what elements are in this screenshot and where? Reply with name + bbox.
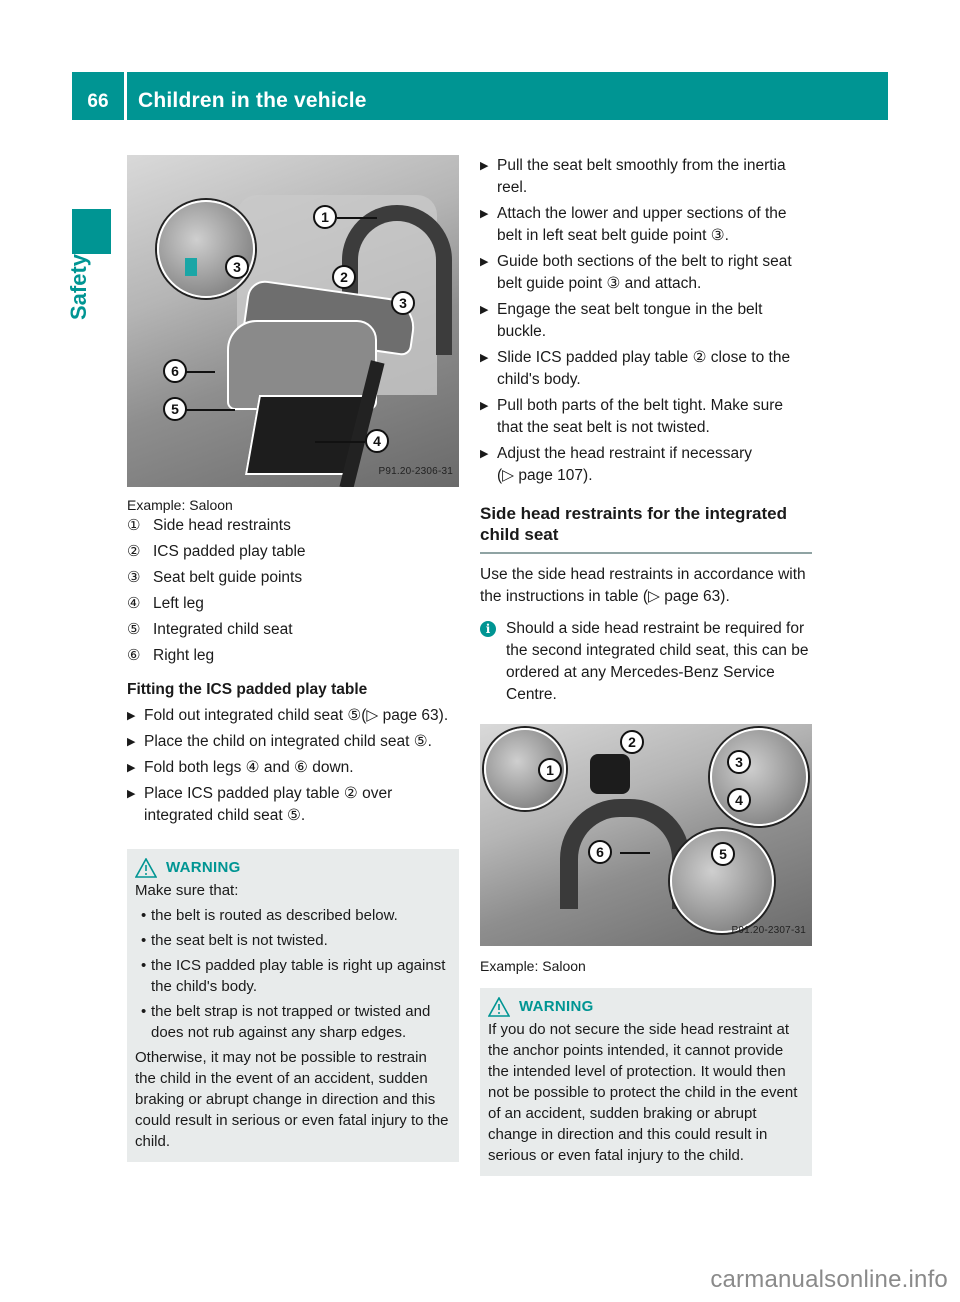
info-note: i Should a side head restraint be required for the second integrated child seat, this can be ordered at any Mercedes-Benz Service Centre. — [480, 618, 812, 706]
detail-inset — [157, 200, 255, 298]
section-tab-label: Safety — [66, 253, 91, 320]
callout-5: 5 — [711, 842, 735, 866]
figure-caption: Example: Saloon — [127, 497, 233, 513]
page-header — [72, 72, 888, 120]
instruction-step: ▶ Guide both sections of the belt to right seat belt guide point ③ and attach. — [480, 251, 812, 295]
down-arrow-icon — [185, 258, 197, 276]
callout-2: 2 — [620, 730, 644, 754]
instruction-step: ▶ Engage the seat belt tongue in the belt buckle. — [480, 299, 812, 343]
left-column — [127, 155, 459, 1162]
callout-1: 1 — [313, 205, 337, 229]
instruction-step: ▶ Adjust the head restraint if necessary (▷ page 107). — [480, 443, 812, 487]
step-arrow-icon: ▶ — [127, 762, 136, 774]
figure-caption: Example: Saloon — [480, 958, 586, 974]
instruction-step: ▶ Place the child on integrated child seat ⑤. — [127, 731, 459, 753]
instruction-step: ▶ Pull the seat belt smoothly from the inertia reel. — [480, 155, 812, 199]
step-arrow-icon: ▶ — [127, 710, 136, 722]
right-column — [480, 155, 812, 1176]
warning-bullet: • the ICS padded play table is right up against the child's body. — [141, 957, 446, 995]
bullet-icon: • — [141, 907, 147, 924]
step-arrow-icon: ▶ — [127, 736, 136, 748]
instruction-step: ▶ Slide ICS padded play table ② close to the child's body. — [480, 347, 812, 391]
warning-box — [127, 849, 459, 1162]
info-icon: i — [480, 621, 496, 637]
bullet-icon: • — [141, 1003, 147, 1020]
callout-2: 2 — [332, 265, 356, 289]
step-arrow-icon: ▶ — [127, 788, 136, 800]
callout-6: 6 — [163, 359, 187, 383]
figure-legend — [127, 515, 459, 671]
instruction-step: ▶ Pull both parts of the belt tight. Make sure that the seat belt is not twisted. — [480, 395, 812, 439]
legend-item: ① Side head restraints — [127, 517, 291, 534]
legend-item: ⑤ Integrated child seat — [127, 621, 293, 638]
step-arrow-icon: ▶ — [480, 160, 489, 172]
warning-title: WARNING — [519, 998, 594, 1015]
warning-triangle-icon — [135, 858, 157, 878]
step-arrow-icon: ▶ — [480, 352, 489, 364]
instruction-step: ▶ Fold both legs ④ and ⑥ down. — [127, 757, 459, 779]
callout-6: 6 — [588, 840, 612, 864]
callout-4: 4 — [727, 788, 751, 812]
callout-5: 5 — [163, 397, 187, 421]
legend-item: ④ Left leg — [127, 595, 204, 612]
warning-body: If you do not secure the side head restraint at the anchor points intended, it cannot provide the intended level of protection. It would then not be possible to protect the child in the event of an accident, sudden braking or abrupt change in direction and this could result in serious or even fatal injury to the child. — [488, 1021, 798, 1164]
instruction-step: ▶ Attach the lower and upper sections of the belt in left seat belt guide point ③. — [480, 203, 812, 247]
warning-intro: Make sure that: — [135, 882, 239, 899]
warning-outro: Otherwise, it may not be possible to restrain the child in the event of an accident, sudden braking or abrupt change in direction and this could result in serious or even fatal injury to the child. — [135, 1049, 449, 1150]
warning-bullet: • the seat belt is not twisted. — [141, 932, 328, 949]
warning-box — [480, 988, 812, 1176]
figure-ics-play-table — [127, 155, 459, 487]
legend-item: ③ Seat belt guide points — [127, 569, 303, 586]
warning-bullet: • the belt strap is not trapped or twisted and does not rub against any sharp edges. — [141, 1003, 431, 1041]
step-arrow-icon: ▶ — [480, 400, 489, 412]
callout-3-left: 3 — [225, 255, 249, 279]
section-tab-marker — [72, 209, 111, 254]
bullet-icon: • — [141, 932, 147, 949]
callout-4: 4 — [365, 429, 389, 453]
figure-code: P91.20-2307-31 — [731, 925, 806, 936]
step-arrow-icon: ▶ — [480, 208, 489, 220]
figure-side-head-restraints — [480, 724, 812, 946]
page-reference-link[interactable]: (▷ page 63). — [361, 707, 449, 724]
callout-1: 1 — [538, 758, 562, 782]
fitting-heading: Fitting the ICS padded play table — [127, 681, 368, 698]
bullet-icon: • — [141, 957, 147, 974]
step-arrow-icon: ▶ — [480, 256, 489, 268]
callout-3: 3 — [727, 750, 751, 774]
section-heading: Side head restraints for the integrated child seat — [480, 503, 812, 554]
instruction-step: ▶ Place ICS padded play table ② over integrated child seat ⑤. — [127, 783, 459, 827]
instruction-step: ▶ Fold out integrated child seat ⑤(▷ page 63). — [127, 705, 459, 727]
callout-3-right: 3 — [391, 291, 415, 315]
section-body: Use the side head restraints in accordance with the instructions in table (▷ page 63). — [480, 566, 806, 605]
footer-watermark: carmanualsonline.info — [710, 1266, 948, 1293]
detail-inset-2 — [710, 728, 808, 826]
page-number: 66 — [72, 72, 124, 120]
figure-code: P91.20-2306-31 — [378, 466, 453, 477]
page-reference-link[interactable]: (▷ page 107). — [497, 467, 593, 484]
warning-title: WARNING — [166, 859, 241, 876]
step-arrow-icon: ▶ — [480, 304, 489, 316]
legend-item: ② ICS padded play table — [127, 543, 306, 560]
chapter-title: Children in the vehicle — [127, 72, 888, 120]
page-reference-link[interactable]: (▷ page 63). — [642, 588, 730, 605]
warning-triangle-icon — [488, 997, 510, 1017]
legend-item: ⑥ Right leg — [127, 647, 215, 664]
warning-bullet: • the belt is routed as described below. — [141, 907, 398, 924]
step-arrow-icon: ▶ — [480, 448, 489, 460]
headrest-shape — [590, 754, 630, 794]
